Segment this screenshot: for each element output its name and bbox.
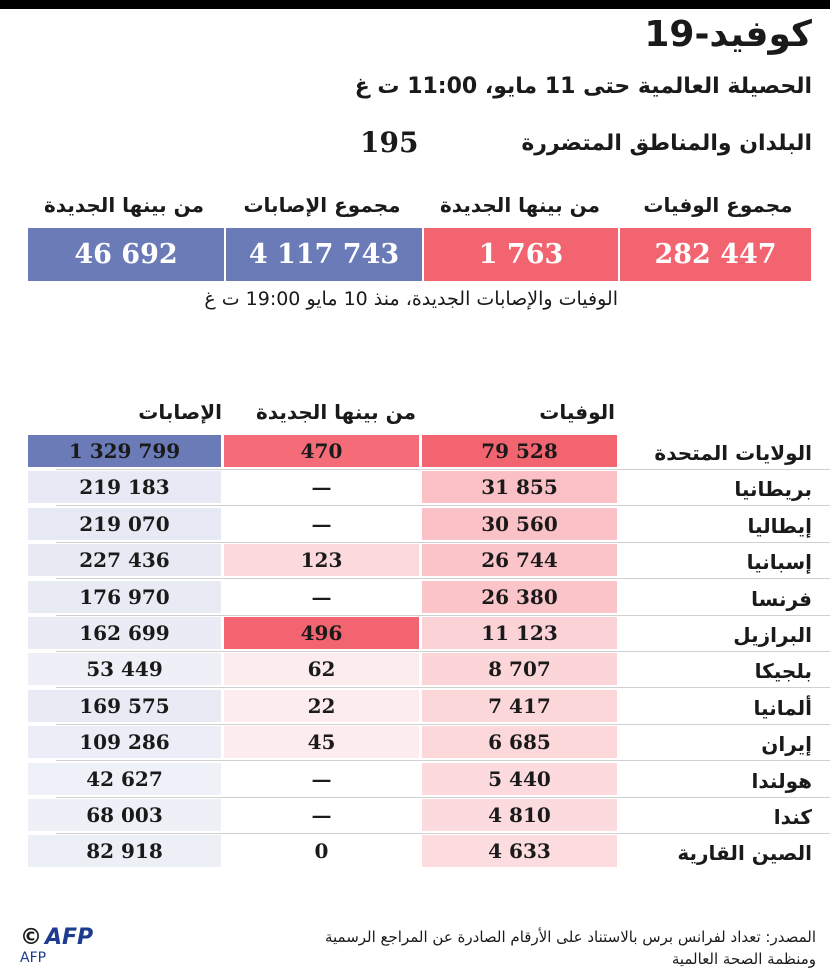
deaths-cell: 4 633 bbox=[422, 835, 617, 867]
afp-logo-secondary: AFP bbox=[20, 950, 47, 966]
country-name: البرازيل bbox=[733, 623, 812, 647]
deaths-cell: 31 855 bbox=[422, 471, 617, 503]
deaths-cell: 30 560 bbox=[422, 508, 617, 540]
row-divider bbox=[56, 687, 830, 688]
new-deaths-cell: — bbox=[224, 763, 419, 795]
summary-new-cases-value: 46 692 bbox=[28, 228, 224, 281]
deaths-cell: 6 685 bbox=[422, 726, 617, 758]
summary-deaths-value: 282 447 bbox=[620, 228, 811, 281]
country-name: فرنسا bbox=[751, 586, 812, 611]
row-divider bbox=[56, 469, 830, 470]
col-header-cases: الإصابات bbox=[138, 400, 222, 424]
cases-cell: 169 575 bbox=[28, 690, 221, 722]
countries-label: البلدان والمناطق المتضررة bbox=[521, 131, 812, 156]
new-deaths-cell: — bbox=[224, 508, 419, 540]
new-deaths-cell: 123 bbox=[224, 544, 419, 576]
afp-logo-text: AFP bbox=[45, 925, 94, 950]
row-divider bbox=[56, 542, 830, 543]
copyright-symbol: © bbox=[20, 925, 42, 950]
summary-note: الوفيات والإصابات الجديدة، منذ 10 مايو 19:00 ت غ bbox=[204, 288, 618, 310]
countries-value: 195 bbox=[360, 126, 419, 159]
new-deaths-cell: 62 bbox=[224, 653, 419, 685]
new-deaths-cell: — bbox=[224, 471, 419, 503]
country-name: إيطاليا bbox=[747, 513, 812, 538]
country-name: بريطانيا bbox=[734, 477, 812, 502]
cases-cell: 219 070 bbox=[28, 508, 221, 540]
cases-cell: 82 918 bbox=[28, 835, 221, 867]
afp-logo bbox=[20, 925, 93, 950]
new-deaths-cell: — bbox=[224, 581, 419, 613]
country-name: كندا bbox=[773, 805, 812, 829]
deaths-cell: 26 744 bbox=[422, 544, 617, 576]
summary-new-cases-label: من بينها الجديدة bbox=[43, 193, 205, 217]
row-divider bbox=[56, 578, 830, 579]
top-bar bbox=[0, 0, 830, 9]
deaths-cell: 4 810 bbox=[422, 799, 617, 831]
row-divider bbox=[56, 615, 830, 616]
new-deaths-cell: 496 bbox=[224, 617, 419, 649]
row-divider bbox=[56, 651, 830, 652]
cases-cell: 219 183 bbox=[28, 471, 221, 503]
country-name: ألمانيا bbox=[753, 695, 812, 720]
cases-cell: 1 329 799 bbox=[28, 435, 221, 467]
cases-cell: 176 970 bbox=[28, 581, 221, 613]
country-name: الولايات المتحدة bbox=[654, 441, 812, 465]
deaths-cell: 5 440 bbox=[422, 763, 617, 795]
deaths-cell: 26 380 bbox=[422, 581, 617, 613]
country-name: إسبانيا bbox=[746, 550, 812, 575]
page-subtitle: الحصيلة العالمية حتى 11 مايو، 11:00 ت غ bbox=[354, 74, 812, 99]
source-text: المصدر: تعداد لفرانس برس بالاستناد على الأرقام الصادرة عن المراجع الرسمية bbox=[324, 928, 816, 946]
country-name: الصين القارية bbox=[677, 841, 812, 866]
deaths-cell: 7 417 bbox=[422, 690, 617, 722]
new-deaths-cell: 0 bbox=[224, 835, 419, 867]
new-deaths-cell: — bbox=[224, 799, 419, 831]
country-name: إيران bbox=[761, 732, 812, 757]
cases-cell: 42 627 bbox=[28, 763, 221, 795]
col-header-deaths: الوفيات bbox=[539, 400, 615, 424]
row-divider bbox=[56, 797, 830, 798]
new-deaths-cell: 22 bbox=[224, 690, 419, 722]
col-header-new: من بينها الجديدة bbox=[255, 400, 417, 424]
summary-new-deaths-value: 1 763 bbox=[424, 228, 618, 281]
summary-new-deaths-label: من بينها الجديدة bbox=[439, 193, 601, 217]
source-text-2: ومنظمة الصحة العالمية bbox=[671, 950, 816, 968]
country-name: هولندا bbox=[751, 768, 812, 793]
cases-cell: 162 699 bbox=[28, 617, 221, 649]
summary-deaths-label: مجموع الوفيات bbox=[643, 193, 793, 217]
cases-cell: 53 449 bbox=[28, 653, 221, 685]
new-deaths-cell: 45 bbox=[224, 726, 419, 758]
deaths-cell: 8 707 bbox=[422, 653, 617, 685]
row-divider bbox=[56, 760, 830, 761]
cases-cell: 109 286 bbox=[28, 726, 221, 758]
page-title: كوفيد-19 bbox=[644, 14, 812, 55]
cases-cell: 68 003 bbox=[28, 799, 221, 831]
summary-cases-label: مجموع الإصابات bbox=[243, 193, 401, 217]
row-divider bbox=[56, 724, 830, 725]
country-name: بلجيكا bbox=[754, 659, 812, 684]
deaths-cell: 79 528 bbox=[422, 435, 617, 467]
new-deaths-cell: 470 bbox=[224, 435, 419, 467]
deaths-cell: 11 123 bbox=[422, 617, 617, 649]
cases-cell: 227 436 bbox=[28, 544, 221, 576]
summary-cases-value: 4 117 743 bbox=[226, 228, 422, 281]
row-divider bbox=[56, 833, 830, 834]
row-divider bbox=[56, 505, 830, 506]
